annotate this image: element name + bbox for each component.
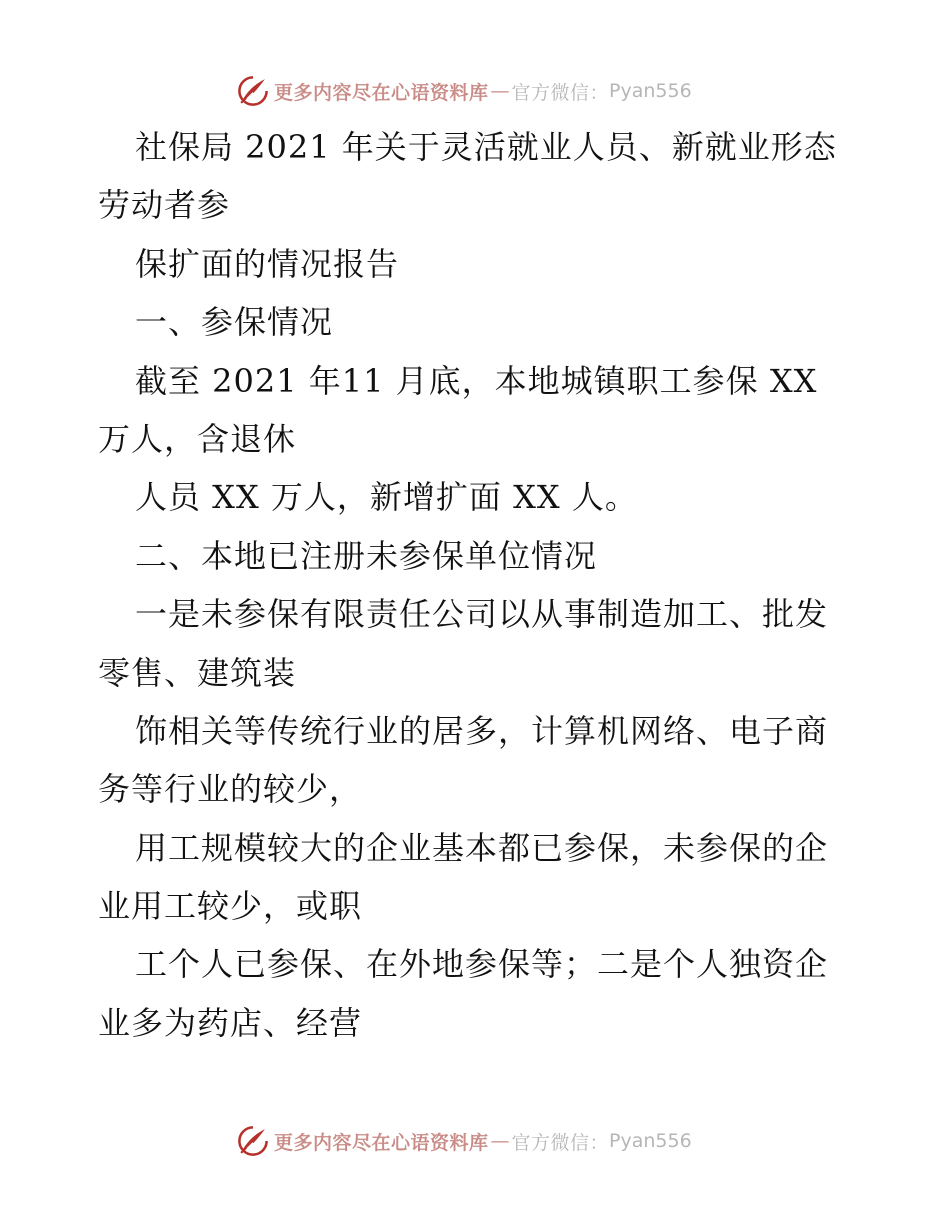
watermark-main-text: 更多内容尽在心语资料库	[274, 81, 489, 104]
text-line: 一、参保情况	[135, 303, 334, 342]
text-line: 零售、建筑装	[98, 653, 297, 692]
text-line: 劳动者参	[98, 186, 231, 225]
quill-pen-logo-icon	[236, 1124, 270, 1158]
text-line: 饰相关等传统行业的居多，计算机网络、电子商	[135, 711, 829, 750]
document-body	[98, 118, 858, 1052]
text-line: 业用工较少，或职	[98, 887, 363, 926]
footer-watermark	[236, 1123, 796, 1159]
text-line: 用工规模较大的企业基本都已参保，未参保的企	[135, 828, 829, 867]
watermark-id: Pyan556	[609, 80, 692, 102]
watermark-separator: —	[490, 1130, 510, 1152]
text-line: 社保局 2021 年关于灵活就业人员、新就业形态	[135, 128, 837, 166]
text-line: 业多为药店、经营	[98, 1003, 363, 1042]
watermark-separator: —	[490, 80, 510, 102]
watermark-main-text: 更多内容尽在心语资料库	[274, 1131, 489, 1154]
text-line: 人员 XX 万人，新增扩面 XX 人。	[135, 478, 638, 517]
watermark-id: Pyan556	[609, 1130, 692, 1152]
quill-pen-logo-icon	[236, 74, 270, 108]
text-line: 万人，含退休	[98, 419, 297, 458]
text-line: 工个人已参保、在外地参保等；二是个人独资企	[135, 945, 829, 984]
header-watermark	[236, 73, 796, 109]
text-line: 保扩面的情况报告	[135, 244, 400, 283]
watermark-sub-text: 官方微信：	[511, 1131, 610, 1154]
text-line: 二、本地已注册未参保单位情况	[135, 536, 598, 575]
watermark-sub-text: 官方微信：	[511, 81, 610, 104]
text-line: 一是未参保有限责任公司以从事制造加工、批发	[135, 595, 829, 634]
text-line: 截至 2021 年11 月底，本地城镇职工参保 XX	[135, 361, 818, 400]
text-line: 务等行业的较少，	[98, 770, 363, 809]
